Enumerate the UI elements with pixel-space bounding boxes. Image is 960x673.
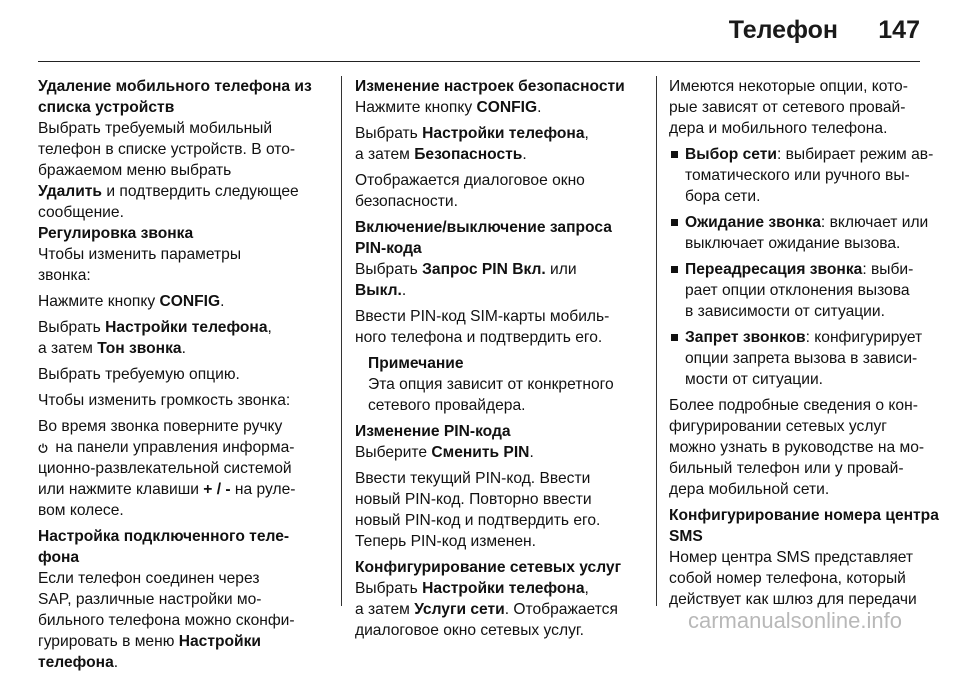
network-heading: Конфигурирование сетевых услуг xyxy=(355,559,622,576)
pin-change-body-line-3: новый PIN-код и подтвердить его. xyxy=(355,512,601,529)
column-divider-1 xyxy=(341,76,342,606)
bullet-line: мости от ситуации. xyxy=(685,371,823,388)
bullet-call-waiting: Ожидание звонка: включает или выключает ожидание вызова. xyxy=(669,212,929,254)
note-block xyxy=(355,353,655,416)
pin-change-body-line-4: Теперь PIN-код изменен. xyxy=(355,533,536,550)
delete-body-line-1: Выбрать требуемый мобильный xyxy=(38,120,273,137)
bullet-network-select: Выбор сети: выбирает режим ав- томатического или ручного вы- бора сети. xyxy=(669,144,929,207)
bullet-line: опции запрета вызова в зависи- xyxy=(685,350,918,367)
bullet-call-forwarding: Переадресация звонка: выби- рает опции отклонения вызова в зависимости от ситуации. xyxy=(669,259,929,322)
connected-body-line-1: Если телефон соединен через xyxy=(38,570,260,587)
intro-line-2: рые зависят от сетевого провай- xyxy=(669,99,906,116)
column-divider-2 xyxy=(656,76,657,606)
volume-body-line-3: ционно-развлекательной системой xyxy=(38,460,292,477)
delete-body-line-2: телефон в списке устройств. В ото- xyxy=(38,141,296,158)
connected-body-line-3: бильного телефона можно сконфи- xyxy=(38,612,295,629)
phone-settings-label-2: Настройки телефона xyxy=(422,580,585,597)
bullet-call-barring: Запрет звонков: конфигурирует опции запрета вызова в зависи- мости от ситуации. xyxy=(669,327,929,390)
sms-body-line-1: Номер центра SMS представляет xyxy=(669,549,914,566)
delete-body-line-5: сообщение. xyxy=(38,204,124,221)
delete-body-line-3: бражаемом меню выбрать xyxy=(38,162,232,179)
bullet-line: рает опции отклонения вызова xyxy=(685,282,910,299)
network-body-line: диалоговое окно сетевых услуг. xyxy=(355,622,584,639)
network-select-settings: Выбрать Настройки телефона, xyxy=(355,580,589,597)
pin-request-label: Запрос PIN Вкл. xyxy=(422,261,546,278)
connected-heading-line-2: фона xyxy=(38,549,80,566)
column-left xyxy=(38,76,330,673)
ring-body-line-2: звонка: xyxy=(38,267,91,284)
bullet-term: Запрет звонков xyxy=(685,329,806,346)
pin-change-body-line-2: новый PIN-код. Повторно ввести xyxy=(355,491,592,508)
ring-select-settings: Выбрать Настройки телефона, xyxy=(38,319,272,336)
ring-body-line-1: Чтобы изменить параметры xyxy=(38,246,242,263)
security-dialog-line-2: безопасности. xyxy=(355,193,458,210)
bullet-line: в зависимости от ситуации. xyxy=(685,303,885,320)
network-then: а затем Услуги сети. Отображается xyxy=(355,601,618,618)
ring-choose-option: Выбрать требуемую опцию. xyxy=(38,366,240,383)
column-middle xyxy=(355,76,655,641)
security-label: Безопасность xyxy=(414,146,523,163)
pin-change-heading: Изменение PIN-кода xyxy=(355,423,511,440)
intro-line-3: дера и мобильного телефона. xyxy=(669,120,888,137)
header-divider xyxy=(38,61,920,62)
watermark: carmanualsonline.info xyxy=(687,608,902,633)
page-title: Телефон xyxy=(728,16,838,44)
pin-off-label: Выкл. xyxy=(355,282,402,299)
column-right xyxy=(669,76,939,610)
page-number: 147 xyxy=(878,16,920,44)
more-info-line-3: можно узнать в руководстве на мо- xyxy=(669,439,925,456)
pin-enter-line-1: Ввести PIN-код SIM-карты мобиль- xyxy=(355,308,610,325)
ring-heading: Регулировка звонка xyxy=(38,225,194,242)
phone-settings-label: Настройки телефона xyxy=(105,319,268,336)
sms-heading-line-2: SMS xyxy=(669,528,703,545)
connected-menu-label-2: телефона xyxy=(38,654,114,671)
volume-intro: Чтобы изменить громкость звонка: xyxy=(38,392,291,409)
volume-body-line-2: на панели управления информа- xyxy=(38,437,330,458)
pin-change-choose: Выберите Сменить PIN. xyxy=(355,444,534,461)
connected-body-line-2: SAP, различные настройки мо- xyxy=(38,591,262,608)
security-dialog-line-1: Отображается диалоговое окно xyxy=(355,172,585,189)
more-info-line-1: Более подробные сведения о кон- xyxy=(669,397,918,414)
bullet-line: выключает ожидание вызова. xyxy=(685,235,901,252)
security-select-settings: Выбрать Настройки телефона, xyxy=(355,125,589,142)
delete-body-line-4 xyxy=(38,181,330,202)
intro-line-1: Имеются некоторые опции, кото- xyxy=(669,78,908,95)
ring-then-ringtone: а затем Тон звонка. xyxy=(38,340,186,357)
connected-heading-line-1: Настройка подключенного теле- xyxy=(38,528,290,545)
change-pin-label: Сменить PIN xyxy=(431,444,530,461)
delete-action: Удалить xyxy=(38,183,103,200)
security-press-config: Нажмите кнопку CONFIG. xyxy=(355,99,542,116)
pin-change-body-line-1: Ввести текущий PIN-код. Ввести xyxy=(355,470,591,487)
ring-press-config: Нажмите кнопку CONFIG. xyxy=(38,293,225,310)
sms-heading-line-1: Конфигурирование номера центра xyxy=(669,507,939,524)
note-body-line-2: сетевого провайдера. xyxy=(368,397,526,414)
volume-body-line-1: Во время звонка поверните ручку xyxy=(38,418,283,435)
delete-heading-line-2: списка устройств xyxy=(38,99,175,116)
ringtone-label: Тон звонка xyxy=(97,340,182,357)
more-info-line-2: фигурировании сетевых услуг xyxy=(669,418,887,435)
delete-body-rest: и подтвердить следующее xyxy=(102,183,299,200)
sms-body-line-2: собой номер телефона, который xyxy=(669,570,906,587)
bullet-term: Ожидание звонка xyxy=(685,214,821,231)
bullet-square-icon xyxy=(671,219,678,226)
sms-body-line-3: действует как шлюз для передачи xyxy=(669,591,917,608)
pin-toggle-heading-line-2: PIN-кода xyxy=(355,240,422,257)
bullet-square-icon xyxy=(671,266,678,273)
note-body-line-1: Эта опция зависит от конкретного xyxy=(368,376,614,393)
power-knob-icon xyxy=(38,443,48,453)
pin-enter-line-2: ного телефона и подтвердить его. xyxy=(355,329,603,346)
volume-body-line-5: вом колесе. xyxy=(38,502,124,519)
bullet-line: бора сети. xyxy=(685,188,761,205)
volume-body-line-4: или нажмите клавиши + / - на руле- xyxy=(38,481,296,498)
pin-toggle-off: Выкл.. xyxy=(355,282,407,299)
pin-toggle-heading-line-1: Включение/выключение запроса xyxy=(355,219,612,236)
phone-settings-label: Настройки телефона xyxy=(422,125,585,142)
bullet-square-icon xyxy=(671,151,678,158)
bullet-term: Переадресация звонка xyxy=(685,261,863,278)
more-info-line-4: бильный телефон или у провай- xyxy=(669,460,904,477)
pin-toggle-select: Выбрать Запрос PIN Вкл. или xyxy=(355,261,577,278)
config-label: CONFIG xyxy=(159,293,221,310)
connected-body-line-4: гурировать в меню Настройки xyxy=(38,633,262,650)
note-heading: Примечание xyxy=(368,355,464,372)
security-heading: Изменение настроек безопасности xyxy=(355,78,625,95)
more-info-line-5: дера мобильной сети. xyxy=(669,481,830,498)
delete-heading-line-1: Удаление мобильного телефона из xyxy=(38,78,312,95)
bullet-line: томатического или ручного вы- xyxy=(685,167,910,184)
network-services-label: Услуги сети xyxy=(414,601,505,618)
volume-keys: + / - xyxy=(203,481,231,498)
security-then: а затем Безопасность. xyxy=(355,146,527,163)
config-label: CONFIG xyxy=(476,99,538,116)
connected-body-line-5: телефона. xyxy=(38,654,119,671)
bullet-term: Выбор сети xyxy=(685,146,777,163)
bullet-square-icon xyxy=(671,334,678,341)
connected-menu-label-1: Настройки xyxy=(178,633,262,650)
